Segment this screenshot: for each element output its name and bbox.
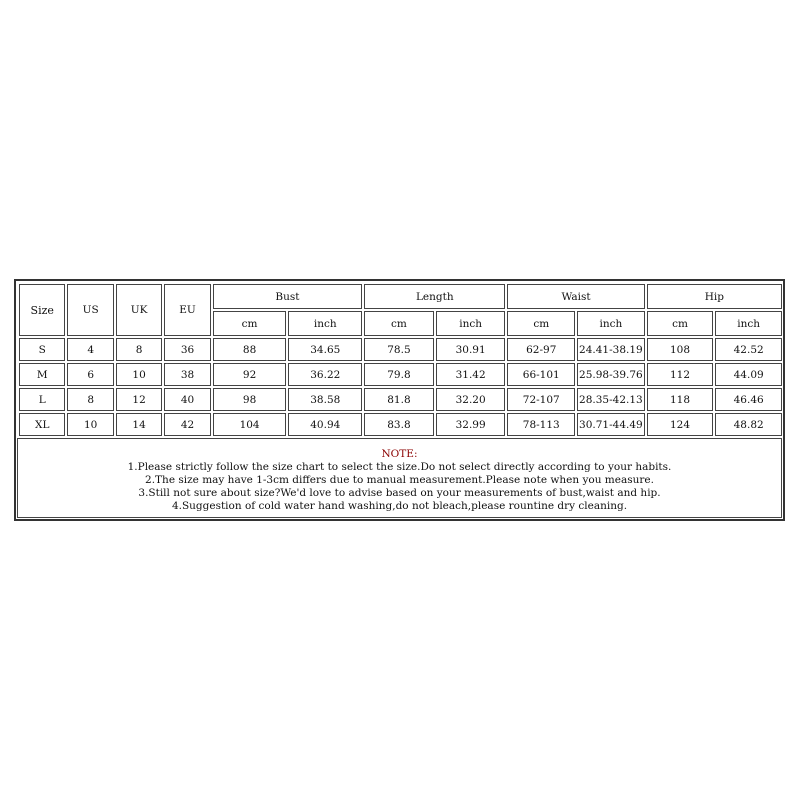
- table-cell: 81.8: [364, 388, 434, 411]
- table-cell: 6: [67, 363, 113, 386]
- table-cell: 78-113: [507, 413, 575, 436]
- table-cell: 118: [647, 388, 714, 411]
- table-cell: 10: [116, 363, 162, 386]
- table-cell: 42.52: [715, 338, 782, 361]
- size-chart: [14, 279, 785, 521]
- table-cell: 24.41-38.19: [577, 338, 645, 361]
- table-cell: 66-101: [507, 363, 575, 386]
- table-cell: 32.99: [436, 413, 506, 436]
- header-waist: Waist: [507, 284, 644, 309]
- table-cell: S: [19, 338, 65, 361]
- table-cell: 92: [213, 363, 287, 386]
- header-bust: Bust: [213, 284, 362, 309]
- table-cell: 36: [164, 338, 210, 361]
- table-cell: 8: [116, 338, 162, 361]
- unit-header: cm: [364, 311, 434, 336]
- table-cell: 28.35-42.13: [577, 388, 645, 411]
- table-cell: 44.09: [715, 363, 782, 386]
- table-cell: 25.98-39.76: [577, 363, 645, 386]
- table-cell: 32.20: [436, 388, 506, 411]
- table-cell: 31.42: [436, 363, 506, 386]
- table-cell: 38: [164, 363, 210, 386]
- unit-header: cm: [213, 311, 287, 336]
- table-body: [19, 338, 782, 436]
- table-cell: 30.91: [436, 338, 506, 361]
- table-cell: 8: [67, 388, 113, 411]
- header-size: Size: [19, 284, 65, 336]
- unit-header: cm: [647, 311, 714, 336]
- size-table: [17, 282, 784, 438]
- table-cell: 88: [213, 338, 287, 361]
- note-title: NOTE:: [381, 448, 418, 460]
- table-cell: 38.58: [288, 388, 362, 411]
- table-cell: 30.71-44.49: [577, 413, 645, 436]
- unit-header: inch: [436, 311, 506, 336]
- table-cell: 83.8: [364, 413, 434, 436]
- note-line: 3.Still not sure about size?We'd love to advise based on your measurements of bust,waist and hip.: [138, 487, 661, 499]
- table-cell: L: [19, 388, 65, 411]
- table-cell: 108: [647, 338, 714, 361]
- table-cell: 40: [164, 388, 210, 411]
- table-cell: 10: [67, 413, 113, 436]
- table-cell: 78.5: [364, 338, 434, 361]
- table-cell: 48.82: [715, 413, 782, 436]
- table-cell: 40.94: [288, 413, 362, 436]
- unit-header: inch: [577, 311, 645, 336]
- table-cell: 62-97: [507, 338, 575, 361]
- table-row: [19, 338, 782, 361]
- table-cell: 104: [213, 413, 287, 436]
- table-cell: 46.46: [715, 388, 782, 411]
- group-header-row: [19, 284, 782, 309]
- table-cell: XL: [19, 413, 65, 436]
- unit-header: inch: [715, 311, 782, 336]
- table-cell: 98: [213, 388, 287, 411]
- table-cell: 4: [67, 338, 113, 361]
- table-cell: 72-107: [507, 388, 575, 411]
- table-cell: 112: [647, 363, 714, 386]
- note-line: 4.Suggestion of cold water hand washing,do not bleach,please rountine dry cleaning.: [171, 500, 628, 512]
- table-cell: 14: [116, 413, 162, 436]
- header-uk: UK: [116, 284, 162, 336]
- header-hip: Hip: [647, 284, 782, 309]
- unit-header: inch: [288, 311, 362, 336]
- table-cell: 79.8: [364, 363, 434, 386]
- note-line: 1.Please strictly follow the size chart to select the size.Do not select directly according to your habits.: [127, 461, 672, 473]
- table-row: [19, 413, 782, 436]
- table-cell: M: [19, 363, 65, 386]
- header-eu: EU: [164, 284, 210, 336]
- table-cell: 42: [164, 413, 210, 436]
- table-cell: 12: [116, 388, 162, 411]
- table-row: [19, 363, 782, 386]
- table-row: [19, 388, 782, 411]
- table-cell: 34.65: [288, 338, 362, 361]
- header-us: US: [67, 284, 113, 336]
- note-line: 2.The size may have 1-3cm differs due to manual measurement.Please note when you measure.: [145, 474, 654, 486]
- table-cell: 124: [647, 413, 714, 436]
- unit-header: cm: [507, 311, 575, 336]
- header-length: Length: [364, 284, 505, 309]
- note-box: [17, 438, 782, 518]
- table-cell: 36.22: [288, 363, 362, 386]
